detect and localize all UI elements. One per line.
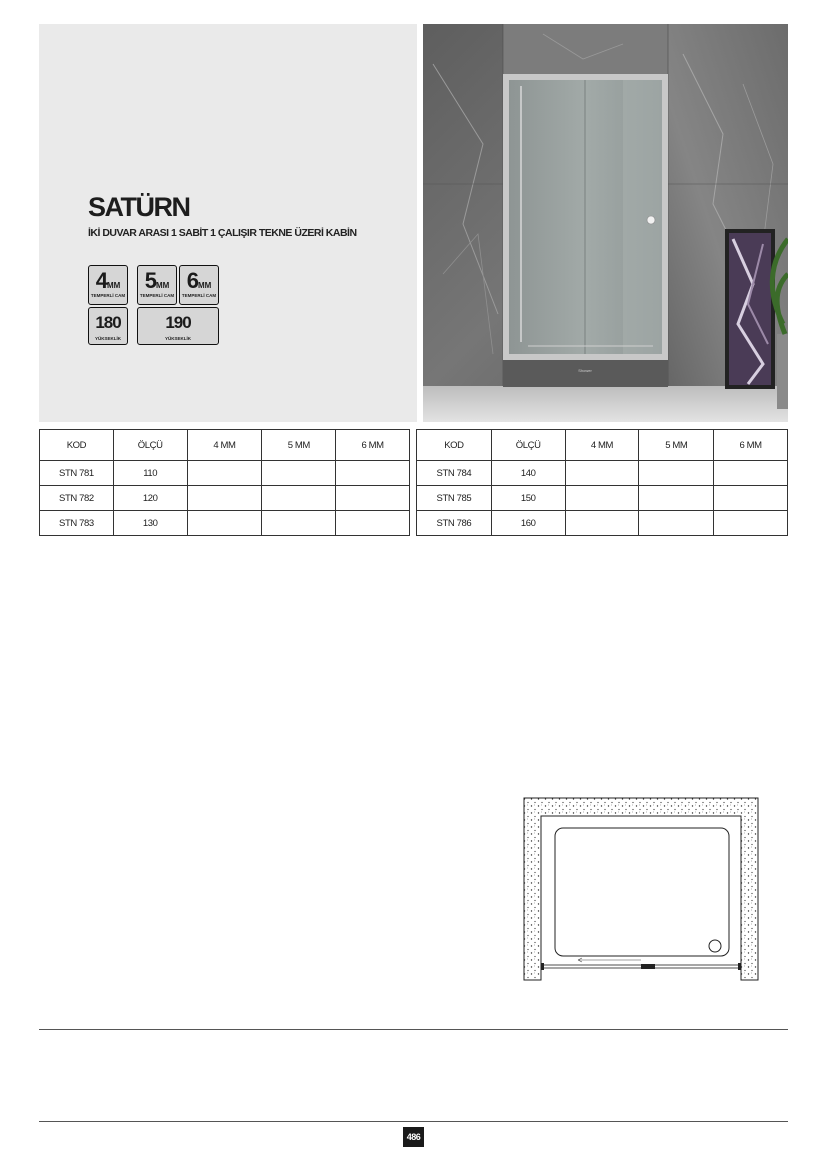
spec-table-right: [416, 429, 788, 536]
table-row: [40, 461, 410, 486]
cell-olcu: 120: [113, 486, 187, 511]
table-row: [40, 511, 410, 536]
shower-tray: [555, 828, 729, 956]
badge-unit: MM: [106, 281, 121, 290]
spec-table-left: [39, 429, 410, 536]
cell-6mm: [336, 511, 410, 536]
column-header-5mm: 5 MM: [639, 430, 714, 461]
page-number: 486: [403, 1127, 424, 1147]
marble-wall-top: [503, 24, 668, 74]
column-header-4mm: 4 MM: [565, 430, 639, 461]
plant-pot: [777, 334, 788, 409]
cell-4mm: [187, 461, 262, 486]
cell-4mm: [565, 486, 639, 511]
cell-5mm: [639, 511, 714, 536]
cell-olcu: 110: [113, 461, 187, 486]
tray-base: [503, 359, 668, 387]
badge-caption: YÜKSEKLİK: [94, 336, 121, 341]
floor-plan-diagram: [523, 797, 759, 981]
column-header-4mm: 4 MM: [187, 430, 262, 461]
badge-caption: TEMPERLİ CAM: [90, 293, 126, 298]
divider-line: [39, 1029, 788, 1030]
badge-5mm-tempered: [137, 265, 177, 305]
cell-5mm: [639, 461, 714, 486]
cell-olcu: 140: [491, 461, 565, 486]
badge-height-180: [88, 307, 128, 345]
cell-5mm: [262, 461, 336, 486]
table-header-row: [417, 430, 788, 461]
cell-olcu: 150: [491, 486, 565, 511]
column-header-kod: KOD: [417, 430, 492, 461]
column-header-olcu: ÖLÇÜ: [113, 430, 187, 461]
hero-panel: [39, 24, 417, 422]
cell-6mm: [336, 486, 410, 511]
badge-height-190: [137, 307, 219, 345]
cell-6mm: [336, 461, 410, 486]
cell-kod: STN 785: [417, 486, 492, 511]
door-knob: [647, 216, 655, 224]
badge-4mm-tempered: [88, 265, 128, 305]
table-row: [417, 486, 788, 511]
badge-value: 180: [95, 313, 121, 332]
cell-kod: STN 786: [417, 511, 492, 536]
cell-5mm: [639, 486, 714, 511]
product-title: SATÜRN: [88, 192, 190, 222]
badge-value: 6: [186, 268, 198, 293]
cell-kod: STN 782: [40, 486, 114, 511]
badge-caption: TEMPERLİ CAM: [181, 293, 217, 298]
badge-value: 190: [165, 313, 191, 332]
drain-icon: [709, 940, 721, 952]
table-row: [417, 511, 788, 536]
badge-value: 5: [144, 268, 156, 293]
cell-kod: STN 783: [40, 511, 114, 536]
table-header-row: [40, 430, 410, 461]
cell-6mm: [714, 461, 788, 486]
badge-value: 4: [95, 268, 107, 293]
cell-5mm: [262, 511, 336, 536]
cell-4mm: [565, 511, 639, 536]
cell-kod: STN 784: [417, 461, 492, 486]
cell-4mm: [187, 486, 262, 511]
product-subtitle: İKİ DUVAR ARASI 1 SABİT 1 ÇALIŞIR TEKNE ÜZERİ KABİN: [88, 227, 357, 239]
cell-6mm: [714, 486, 788, 511]
badge-6mm-tempered: [179, 265, 219, 305]
column-header-olcu: ÖLÇÜ: [491, 430, 565, 461]
column-header-6mm: 6 MM: [336, 430, 410, 461]
badge-unit: MM: [155, 281, 170, 290]
table-row: [417, 461, 788, 486]
product-photo: [423, 24, 788, 422]
column-header-5mm: 5 MM: [262, 430, 336, 461]
floor: [423, 386, 788, 422]
badge-caption: YÜKSEKLİK: [164, 336, 191, 341]
column-header-6mm: 6 MM: [714, 430, 788, 461]
cell-olcu: 160: [491, 511, 565, 536]
cell-4mm: [565, 461, 639, 486]
badge-caption: TEMPERLİ CAM: [139, 293, 175, 298]
cell-5mm: [262, 486, 336, 511]
footer-line: [39, 1121, 788, 1122]
tray-brand: Shower: [578, 368, 592, 373]
table-row: [40, 486, 410, 511]
column-header-kod: KOD: [40, 430, 114, 461]
badge-unit: MM: [197, 281, 212, 290]
cell-6mm: [714, 511, 788, 536]
cell-olcu: 130: [113, 511, 187, 536]
cell-4mm: [187, 511, 262, 536]
cell-kod: STN 781: [40, 461, 114, 486]
